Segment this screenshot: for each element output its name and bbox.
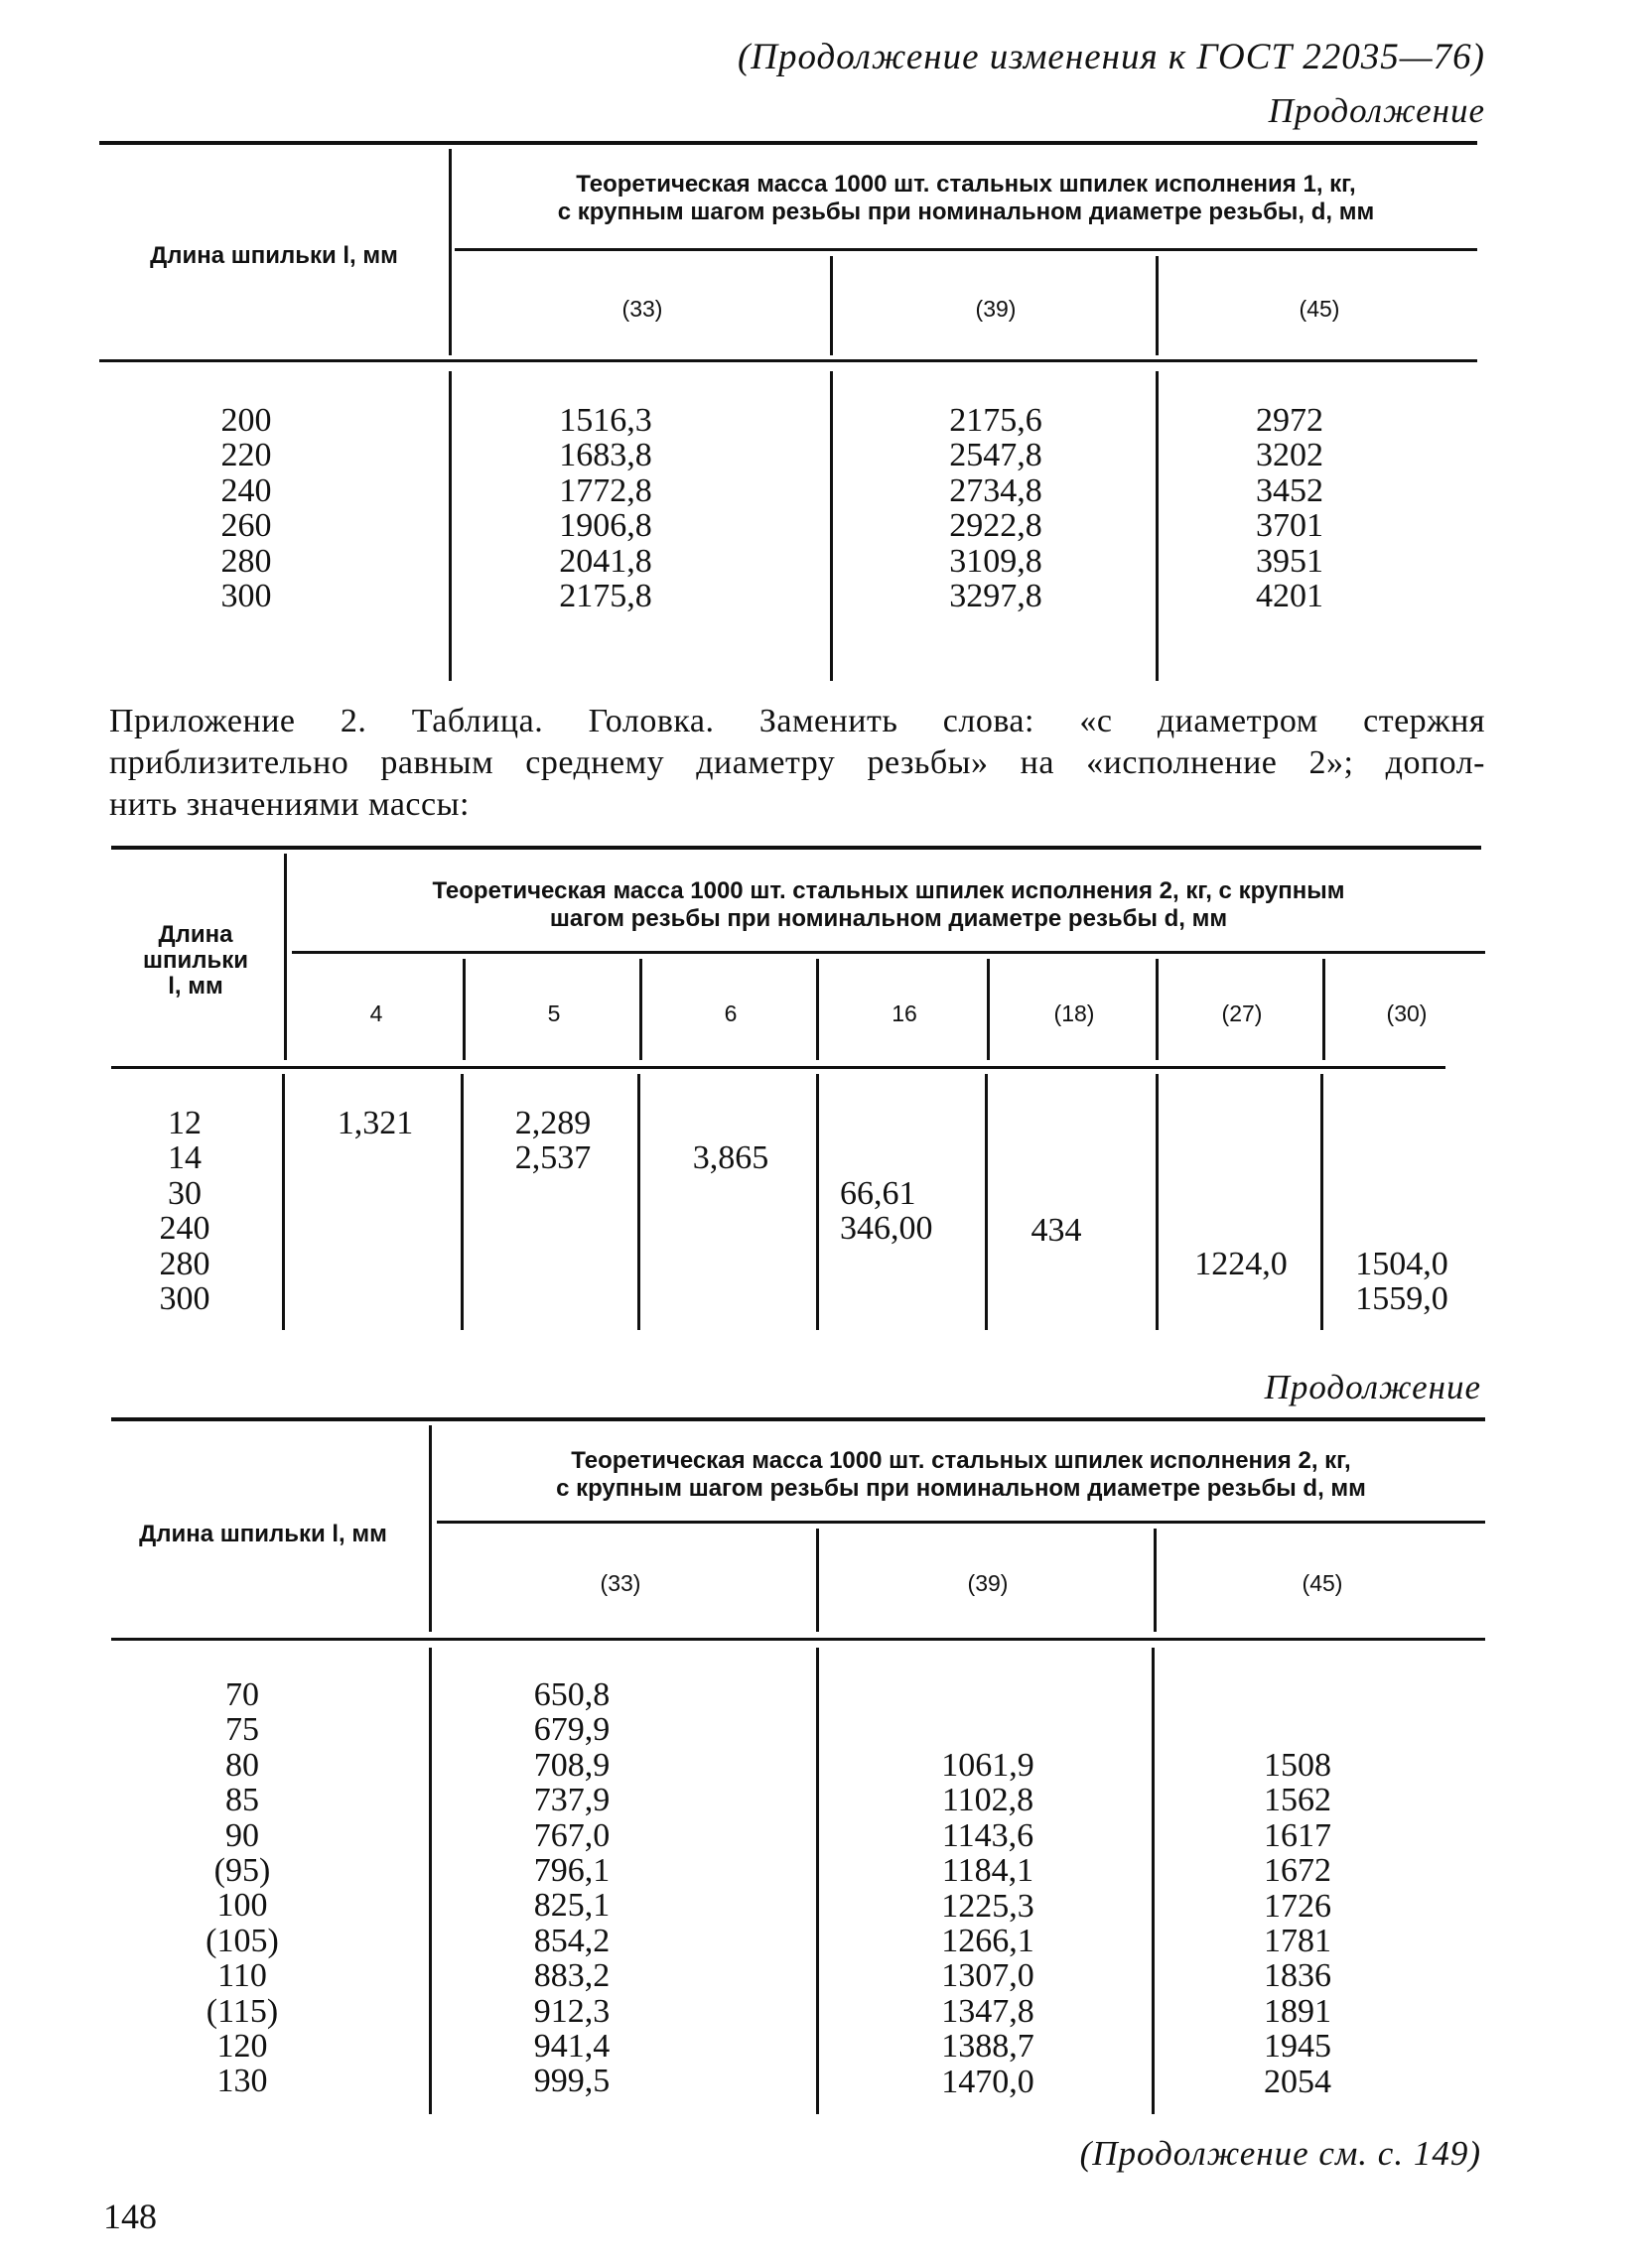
table-cell: 2041,8 bbox=[559, 542, 652, 580]
table-cell: 1061,9 bbox=[941, 1747, 1034, 1784]
table-cell: 1836 bbox=[1264, 1957, 1331, 1995]
table-cell: 240 bbox=[159, 1210, 210, 1248]
table-cell: 3701 bbox=[1256, 507, 1323, 545]
table-cell: 708,9 bbox=[533, 1746, 611, 1784]
table-cell: 1347,8 bbox=[941, 1992, 1034, 2030]
paragraph-line-1: Приложение 2. Таблица. Головка. Заменить слова: «с диаметром стержня bbox=[109, 703, 1485, 739]
table-2-vline bbox=[639, 959, 642, 1060]
table-3-col-39 bbox=[822, 1748, 1154, 2099]
table-2-col-header: 6 bbox=[724, 1001, 738, 1026]
table-1-col-header: (39) bbox=[975, 296, 1017, 322]
table-cell: 1102,8 bbox=[941, 1782, 1034, 1819]
table-cell: 767,0 bbox=[533, 1816, 611, 1854]
table-1-row-header: Длина шпильки l, мм bbox=[150, 242, 398, 269]
table-cell: 260 bbox=[220, 507, 272, 545]
table-cell: 1672 bbox=[1264, 1852, 1331, 1890]
table-2-vline bbox=[816, 1074, 819, 1330]
continuation-label: Продолжение bbox=[1264, 1368, 1481, 1406]
table-cell: 130 bbox=[216, 2063, 268, 2100]
table-2-col-header: 16 bbox=[892, 1001, 917, 1026]
table-cell: 737,9 bbox=[533, 1782, 611, 1819]
table-cell: 1266,1 bbox=[941, 1923, 1034, 1960]
table-cell: 240 bbox=[220, 471, 272, 509]
table-cell: 999,5 bbox=[533, 2063, 611, 2100]
table-2-vline bbox=[985, 1074, 988, 1330]
table-3-group-header-line2: с крупным шагом резьбы при номинальном диаметре резьбы d, мм bbox=[556, 1475, 1366, 1502]
table-2-cell: 1559,0 bbox=[1355, 1280, 1448, 1317]
table-3-row-header: Длина шпильки l, мм bbox=[139, 1521, 387, 1547]
table-cell: 4201 bbox=[1256, 578, 1323, 615]
table-cell: 220 bbox=[220, 437, 272, 474]
table-2-cell: 1224,0 bbox=[1194, 1246, 1288, 1282]
table-cell: 1891 bbox=[1264, 1992, 1331, 2030]
table-cell: 912,3 bbox=[533, 1992, 611, 2030]
table-1-vline bbox=[1156, 371, 1159, 681]
table-cell: 280 bbox=[159, 1245, 210, 1282]
table-1-vline bbox=[449, 149, 452, 355]
table-1-subheader-rule bbox=[455, 248, 1477, 251]
table-3-vline bbox=[1154, 1529, 1157, 1632]
table-cell: 300 bbox=[220, 578, 272, 615]
table-cell: 3452 bbox=[1256, 471, 1323, 509]
table-cell: 30 bbox=[168, 1174, 202, 1212]
table-3-header-rule bbox=[111, 1638, 1485, 1641]
table-1-header-rule bbox=[99, 359, 1477, 362]
table-cell: 1516,3 bbox=[559, 402, 652, 439]
table-cell: 70 bbox=[225, 1676, 259, 1713]
table-cell: 1184,1 bbox=[941, 1852, 1034, 1890]
table-cell: 75 bbox=[225, 1711, 259, 1749]
table-2-vline bbox=[461, 1074, 464, 1330]
continuation-label: Продолжение bbox=[1268, 91, 1485, 130]
table-2-vline bbox=[1156, 959, 1159, 1060]
table-cell: (115) bbox=[206, 1992, 279, 2030]
table-cell: (105) bbox=[206, 1922, 279, 1959]
table-cell: 2922,8 bbox=[949, 507, 1042, 545]
table-2-row-header-line3: l, мм bbox=[168, 973, 223, 1000]
table-cell: 200 bbox=[220, 402, 272, 439]
continued-note: (Продолжение см. с. 149) bbox=[1079, 2134, 1481, 2173]
table-2-col-header: (30) bbox=[1386, 1001, 1428, 1026]
table-1-col-33 bbox=[455, 403, 756, 613]
table-cell: 2175,8 bbox=[559, 578, 652, 615]
table-cell: 3202 bbox=[1256, 437, 1323, 474]
paragraph-line-2: приблизительно равным среднему диаметру резьбы» на «исполнение 2»; допол- bbox=[109, 744, 1485, 781]
table-cell: 1781 bbox=[1264, 1923, 1331, 1960]
table-1-length-column bbox=[99, 403, 393, 613]
table-cell: 2054 bbox=[1264, 2063, 1331, 2100]
table-2-top-rule bbox=[111, 846, 1481, 850]
table-cell: 2972 bbox=[1256, 402, 1323, 439]
table-2-cell: 346,00 bbox=[840, 1210, 933, 1247]
table-cell: 12 bbox=[168, 1105, 202, 1141]
table-cell: 1945 bbox=[1264, 2028, 1331, 2066]
table-2-header-rule bbox=[111, 1066, 1445, 1069]
table-cell: 854,2 bbox=[533, 1922, 611, 1959]
table-cell: 300 bbox=[159, 1280, 210, 1318]
table-3-subheader-rule bbox=[437, 1521, 1485, 1524]
table-cell: 1143,6 bbox=[941, 1816, 1034, 1854]
table-cell: 2547,8 bbox=[949, 437, 1042, 474]
paragraph-line-3: нить значениями массы: bbox=[109, 786, 470, 823]
table-3-col-header: (33) bbox=[600, 1570, 641, 1596]
table-cell: 110 bbox=[217, 1957, 267, 1995]
table-cell: 1772,8 bbox=[559, 471, 652, 509]
table-1-col-45 bbox=[1162, 403, 1418, 613]
table-cell: 14 bbox=[168, 1139, 202, 1177]
table-2-vline bbox=[987, 959, 990, 1060]
document-header: (Продолжение изменения к ГОСТ 22035—76) bbox=[737, 37, 1485, 77]
table-cell: 3109,8 bbox=[949, 542, 1042, 580]
table-2-col-header: (18) bbox=[1053, 1001, 1095, 1026]
table-cell: 120 bbox=[216, 2028, 268, 2066]
table-1-vline bbox=[830, 256, 833, 355]
table-2-vline bbox=[463, 959, 466, 1060]
table-cell: 2734,8 bbox=[949, 471, 1042, 509]
table-cell: 100 bbox=[216, 1887, 268, 1925]
table-cell: 941,4 bbox=[533, 2028, 611, 2066]
table-cell: 3951 bbox=[1256, 542, 1323, 580]
table-3-vline bbox=[429, 1425, 432, 1632]
table-2-length-column bbox=[111, 1106, 258, 1316]
table-2-row-header-line1: Длина bbox=[158, 921, 233, 948]
table-cell: 3297,8 bbox=[949, 578, 1042, 615]
table-cell: 1307,0 bbox=[941, 1957, 1034, 1995]
table-1-group-header-line1: Теоретическая масса 1000 шт. стальных шпилек исполнения 1, кг, bbox=[576, 171, 1356, 198]
table-2-cell: 1504,0 bbox=[1355, 1246, 1448, 1282]
table-3-vline bbox=[429, 1648, 432, 2114]
table-2-row-header-line2: шпильки bbox=[142, 947, 249, 974]
table-cell: 1562 bbox=[1264, 1782, 1331, 1819]
table-cell: 1470,0 bbox=[941, 2063, 1034, 2100]
table-1-top-rule bbox=[99, 141, 1477, 145]
table-3-col-header: (45) bbox=[1302, 1570, 1343, 1596]
table-2-vline bbox=[816, 959, 819, 1060]
table-1-vline bbox=[830, 371, 833, 681]
table-cell: 1225,3 bbox=[941, 1887, 1034, 1925]
table-2-cell: 1,321 bbox=[337, 1105, 414, 1141]
table-3-col-45 bbox=[1160, 1748, 1436, 2099]
table-cell: 280 bbox=[220, 542, 272, 580]
table-1-vline bbox=[449, 371, 452, 681]
table-2-vline bbox=[637, 1074, 640, 1330]
table-cell: 1683,8 bbox=[559, 437, 652, 474]
table-3-top-rule bbox=[111, 1417, 1485, 1421]
table-cell: 80 bbox=[225, 1746, 259, 1784]
table-3-vline bbox=[816, 1529, 819, 1632]
table-cell: 883,2 bbox=[533, 1957, 611, 1995]
table-3-col-33 bbox=[437, 1677, 707, 2099]
table-1-vline bbox=[1156, 256, 1159, 355]
table-cell: 1508 bbox=[1264, 1747, 1331, 1784]
table-cell: 90 bbox=[225, 1816, 259, 1854]
table-2-vline bbox=[1156, 1074, 1159, 1330]
table-2-vline bbox=[282, 1074, 285, 1330]
page-number: 148 bbox=[103, 2197, 157, 2236]
table-cell: (95) bbox=[213, 1852, 271, 1890]
table-1-col-header: (33) bbox=[621, 296, 663, 322]
table-2-group-header-line2: шагом резьбы при номинальном диаметре резьбы d, мм bbox=[549, 905, 1228, 932]
table-cell: 650,8 bbox=[533, 1676, 611, 1713]
table-cell: 2175,6 bbox=[949, 402, 1042, 439]
table-1-group-header-line2: с крупным шагом резьбы при номинальном диаметре резьбы, d, мм bbox=[557, 199, 1375, 225]
table-cell: 679,9 bbox=[533, 1711, 611, 1749]
table-2-col-header: (27) bbox=[1221, 1001, 1263, 1026]
table-3-group-header-line1: Теоретическая масса 1000 шт. стальных шпилек исполнения 2, кг, bbox=[571, 1447, 1351, 1474]
table-2-col-header: 5 bbox=[547, 1001, 561, 1026]
table-2-vline bbox=[1320, 1074, 1323, 1330]
table-cell: 1726 bbox=[1264, 1887, 1331, 1925]
table-cell: 1617 bbox=[1264, 1816, 1331, 1854]
table-2-cell: 2,537 bbox=[514, 1139, 592, 1176]
table-cell: 1906,8 bbox=[559, 507, 652, 545]
table-2-vline bbox=[284, 854, 287, 1060]
table-cell: 796,1 bbox=[533, 1852, 611, 1890]
table-3-vline bbox=[816, 1648, 819, 2114]
table-cell: 825,1 bbox=[533, 1887, 611, 1925]
table-2-cell: 3,865 bbox=[692, 1139, 769, 1176]
table-2-cell: 66,61 bbox=[840, 1175, 916, 1212]
table-1-col-header: (45) bbox=[1299, 296, 1340, 322]
table-2-cell: 2,289 bbox=[514, 1105, 592, 1141]
table-2-vline bbox=[1322, 959, 1325, 1060]
table-2-subheader-rule bbox=[292, 951, 1485, 954]
table-2-cell: 434 bbox=[1030, 1212, 1082, 1249]
table-cell: 85 bbox=[225, 1782, 259, 1819]
table-2-group-header-line1: Теоретическая масса 1000 шт. стальных шпилек исполнения 2, кг, с крупным bbox=[432, 877, 1345, 904]
table-3-length-column bbox=[111, 1677, 373, 2099]
table-cell: 1388,7 bbox=[941, 2028, 1034, 2066]
table-2-col-header: 4 bbox=[369, 1001, 383, 1026]
table-1-col-39 bbox=[836, 403, 1156, 613]
table-3-col-header: (39) bbox=[967, 1570, 1009, 1596]
